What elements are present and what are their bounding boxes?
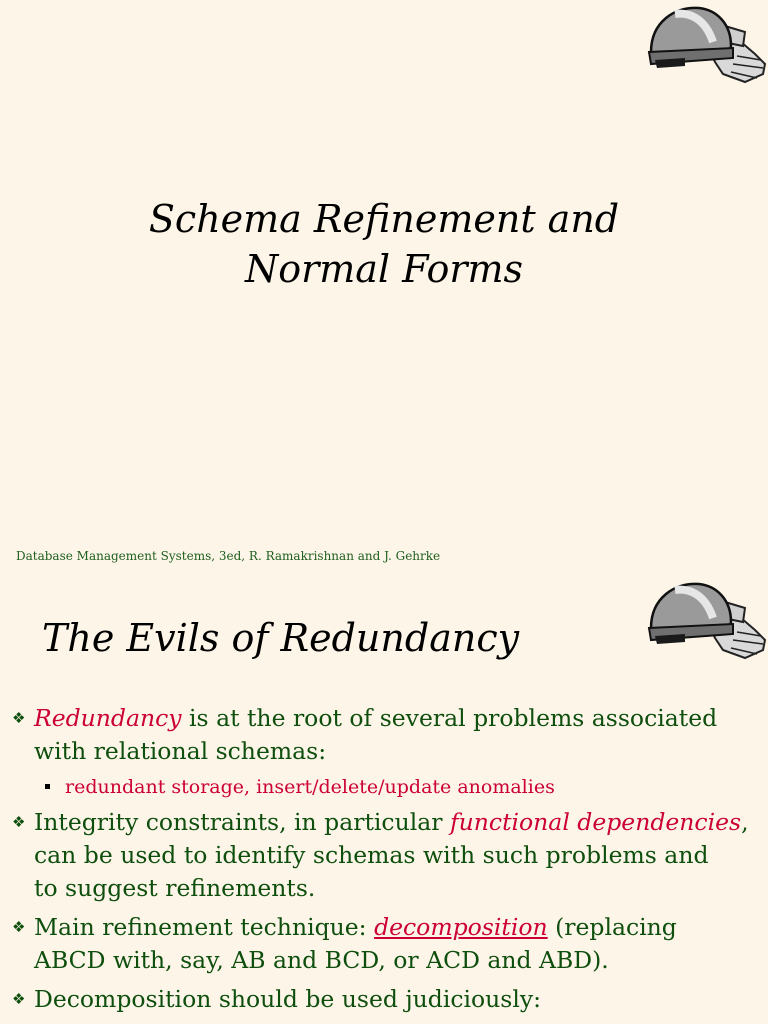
emphasis-redundancy: Redundancy <box>34 704 182 732</box>
bullet-text: (replacing <box>547 913 677 941</box>
bullet-text: to suggest refinements. <box>34 874 316 902</box>
diamond-bullet-icon: ❖ <box>12 709 26 727</box>
bullet-text: Main refinement technique: <box>34 913 375 941</box>
diamond-bullet-icon: ❖ <box>12 813 26 831</box>
hard-hat-gloves-icon <box>645 2 767 84</box>
slide-2 <box>0 576 768 1024</box>
bullet-text: Decomposition should be used judiciously: <box>34 985 542 1013</box>
slide-title-line-2: Normal Forms <box>244 247 524 291</box>
sub-bullet-anomalies <box>10 774 750 800</box>
bullet-text: Integrity constraints, in particular <box>34 808 450 836</box>
diamond-bullet-icon: ❖ <box>12 990 26 1008</box>
bullet-redundancy <box>10 702 750 768</box>
slide-title-line-1: Schema Refinement and <box>148 197 620 241</box>
bullet-refinement-technique <box>10 911 750 977</box>
slide-title <box>0 194 768 294</box>
hard-hat-gloves-icon <box>645 576 767 660</box>
bullet-text: can be used to identify schemas with such problems and <box>34 841 709 869</box>
diamond-bullet-icon: ❖ <box>12 918 26 936</box>
emphasis-decomposition-link[interactable]: decomposition <box>374 913 548 941</box>
slide-title: The Evils of Redundancy <box>42 616 520 660</box>
sub-bullet-text: redundant storage, insert/delete/update anomalies <box>65 776 555 798</box>
bullet-text: , <box>741 808 749 836</box>
bullet-text: with relational schemas: <box>34 737 327 765</box>
bullet-decomposition <box>10 983 750 1016</box>
bullet-text: ABCD with, say, AB and BCD, or ACD and ABD). <box>34 946 609 974</box>
bullet-integrity-constraints <box>10 806 750 905</box>
bullet-text: is at the root of several problems associated <box>181 704 718 732</box>
square-bullet-icon <box>45 784 50 789</box>
emphasis-functional-dependencies: functional dependencies <box>449 808 742 836</box>
slide-footer: Database Management Systems, 3ed, R. Ramakrishnan and J. Gehrke <box>16 549 441 563</box>
bullet-list <box>10 702 750 1022</box>
